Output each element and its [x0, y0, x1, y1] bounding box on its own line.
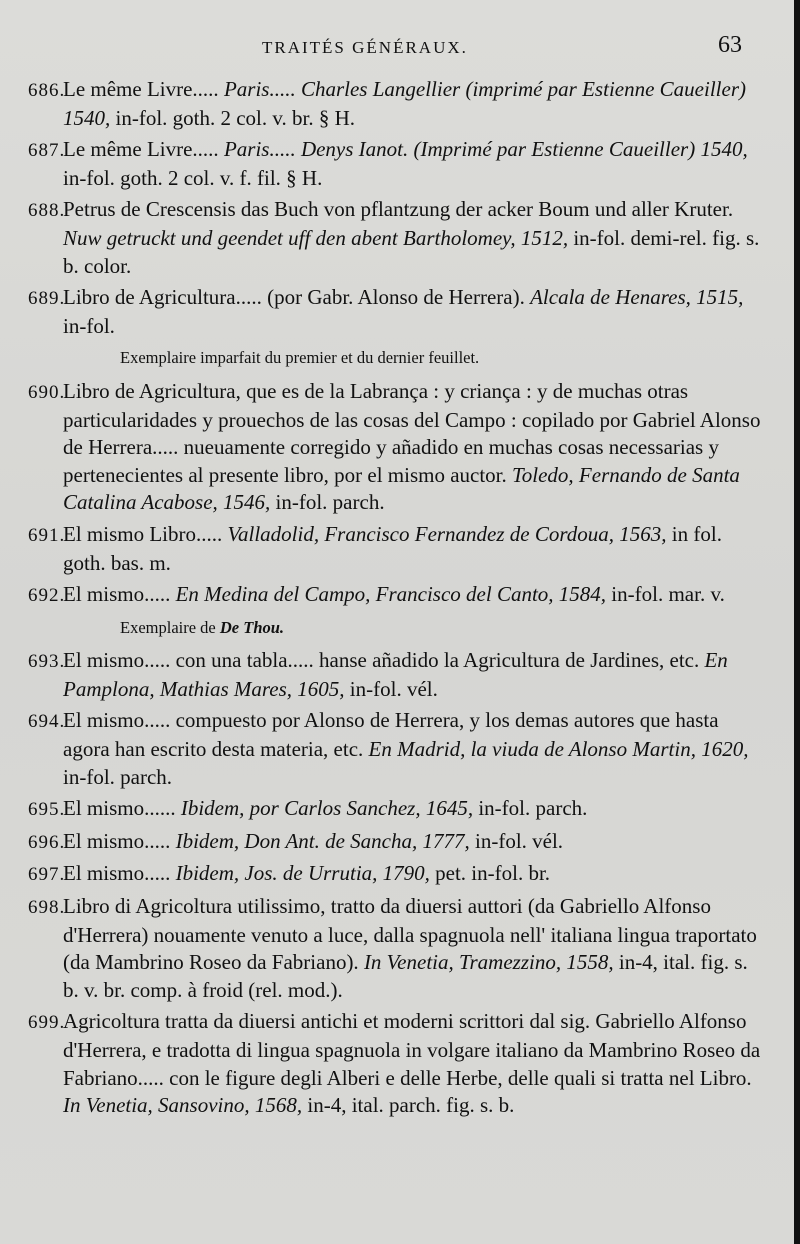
catalog-entry-695: [28, 795, 768, 824]
entry-number: 688.: [28, 200, 66, 222]
entry-title: Le même Livre.....: [63, 77, 224, 101]
entry-description: in fol. goth. bas. m.: [63, 521, 722, 575]
catalog-entry-692: [28, 581, 768, 610]
catalog-entry-691: [28, 521, 768, 577]
entry-title: Le même Livre.....: [63, 137, 224, 162]
entry-title: El mismo.....: [63, 828, 176, 853]
catalog-entry-688: [28, 196, 768, 280]
entry-description: in-fol. parch.: [270, 490, 385, 515]
entry-description: in-fol. mar. v.: [606, 582, 725, 607]
entry-imprint: Toledo, Fernando de Santa Catalina Acabose, 1546,: [63, 462, 740, 515]
entry-imprint: Alcala de Henares, 1515,: [530, 285, 744, 310]
entry-title: El mismo Libro.....: [63, 521, 228, 546]
entry-number: 686.: [28, 80, 66, 101]
entry-imprint: Nuw getruckt und geendet uff den abent Bartholomey, 1512,: [63, 225, 569, 250]
catalog-entry-699: [28, 1008, 768, 1119]
entry-number: 699.: [28, 1012, 66, 1034]
entry-number: 689.: [28, 288, 66, 310]
entry-title: El mismo.....: [63, 582, 176, 607]
entry-number: 692.: [28, 585, 66, 607]
entry-imprint: Ibidem, Don Ant. de Sancha, 1777,: [175, 828, 470, 853]
entry-description: in-4, ital. fig. s. b. v. br. comp. à froid (rel. mod.).: [63, 950, 748, 1002]
entry-title: Libro de Agricultura..... (por Gabr. Alonso de Herrera).: [63, 285, 531, 310]
entry-number: 693.: [28, 651, 66, 673]
entry-imprint: Ibidem, por Carlos Sanchez, 1645,: [180, 796, 474, 821]
entry-imprint: In Venetia, Tramezzino, 1558,: [363, 950, 614, 975]
entry-title: Agricoltura tratta da diuersi antichi et moderni scrittori dal sig. Gabriello Alfonso d'Herrera, e tradotta di lingua spagnuola in volgare italiano da Mambrino Roseo da Fabriano..... con le figure degli Alberi e delle Herbe, delle quali si tratta nel Libro.: [63, 1009, 761, 1090]
running-title: TRAITÉS GÉNÉRAUX.: [262, 38, 468, 57]
entry-description: in-fol. demi-rel. fig. s. b. color.: [63, 225, 760, 278]
catalog-entry-686: [28, 76, 768, 132]
entry-description: in-fol. vél.: [469, 828, 564, 853]
entry-description: in-fol. vél.: [344, 676, 438, 701]
catalog-entry-694: [28, 707, 768, 791]
entry-description: in-fol. goth. 2 col. v. f. fil. § H.: [63, 165, 323, 190]
entry-imprint: En Pamplona, Mathias Mares, 1605,: [63, 648, 728, 701]
entry-note: [28, 344, 768, 372]
entry-description: in-fol. parch.: [63, 764, 173, 789]
catalog-entries: [28, 76, 768, 1124]
entry-imprint: Valladolid, Francisco Fernandez de Cordoua, 1563,: [227, 521, 667, 546]
entry-note-text: Exemplaire imparfait du premier et du dernier feuillet.: [120, 348, 480, 368]
catalog-entry-696: [28, 828, 768, 857]
entry-imprint: In Venetia, Sansovino, 1568,: [63, 1093, 303, 1118]
entry-title: El mismo..... con una tabla..... hanse añadido la Agricultura de Jardines, etc.: [63, 648, 705, 673]
catalog-entry-693: [28, 647, 768, 703]
catalog-entry-690: [28, 378, 768, 517]
entry-description: pet. in-fol. br.: [429, 861, 551, 886]
entry-imprint: En Medina del Campo, Francisco del Canto, 1584,: [175, 582, 607, 607]
entry-number: 696.: [28, 831, 66, 853]
entry-number: 698.: [28, 897, 66, 919]
entry-number: 694.: [28, 711, 66, 733]
entry-number: 695.: [28, 799, 66, 821]
catalog-entry-697: [28, 860, 768, 889]
entry-imprint: En Madrid, la viuda de Alonso Martin, 1620,: [368, 737, 749, 762]
entry-title: El mismo.....: [63, 861, 176, 886]
page-edge-shadow: [794, 0, 800, 1244]
entry-note-text: Exemplaire de: [120, 617, 220, 637]
entry-description: in-fol.: [63, 313, 115, 338]
entry-title: El mismo......: [63, 796, 181, 821]
entry-title: El mismo..... compuesto por Alonso de Herrera, y los demas autores que hasta agora han escrito desta materia, etc.: [63, 708, 719, 762]
entry-number: 690.: [28, 381, 66, 403]
entry-number: 697.: [28, 864, 66, 886]
entry-imprint: Paris..... Charles Langellier (imprimé par Estienne Caueiller) 1540,: [63, 77, 746, 130]
entry-number: 691.: [28, 524, 66, 546]
catalog-entry-687: [28, 136, 768, 192]
entry-number: 687.: [28, 140, 66, 162]
entry-imprint: Ibidem, Jos. de Urrutia, 1790,: [175, 861, 430, 886]
entry-title: Libro de Agricultura, que es de la Labrança : y criança : y de muchas otras particularidades y prouechos de las cosas del Campo : copilado por Gabriel Alonso de Herrera..... nueuamente corregido y añadido en muchas cosas necessarias y pertenecientes al presente libro, por el mismo auctor.: [63, 378, 761, 487]
entry-note: [28, 614, 768, 642]
entry-imprint: Paris..... Denys Ianot. (Imprimé par Estienne Caueiller) 1540,: [223, 137, 748, 162]
catalog-entry-689: [28, 284, 768, 340]
entry-title: Libro di Agricoltura utilissimo, tratto da diuersi auttori (da Gabriello Alfonso d'Herrera) nouamente venuto a luce, dalla spagnuola nell' italiana lingua traportato (da Mambrino Roseo da Fabriano).: [63, 894, 757, 975]
page-number: 63: [718, 32, 742, 58]
entry-title: Petrus de Crescensis das Buch von pflantzung der acker Boum und aller Kruter.: [63, 197, 734, 222]
catalog-entry-698: [28, 893, 768, 1004]
entry-description: in-fol. parch.: [473, 796, 588, 821]
page-header: [0, 32, 800, 72]
entry-description: in-4, ital. parch. fig. s. b.: [302, 1093, 515, 1118]
entry-description: in-fol. goth. 2 col. v. br. § H.: [110, 105, 356, 130]
entry-note-provenance: De Thou.: [219, 617, 285, 637]
